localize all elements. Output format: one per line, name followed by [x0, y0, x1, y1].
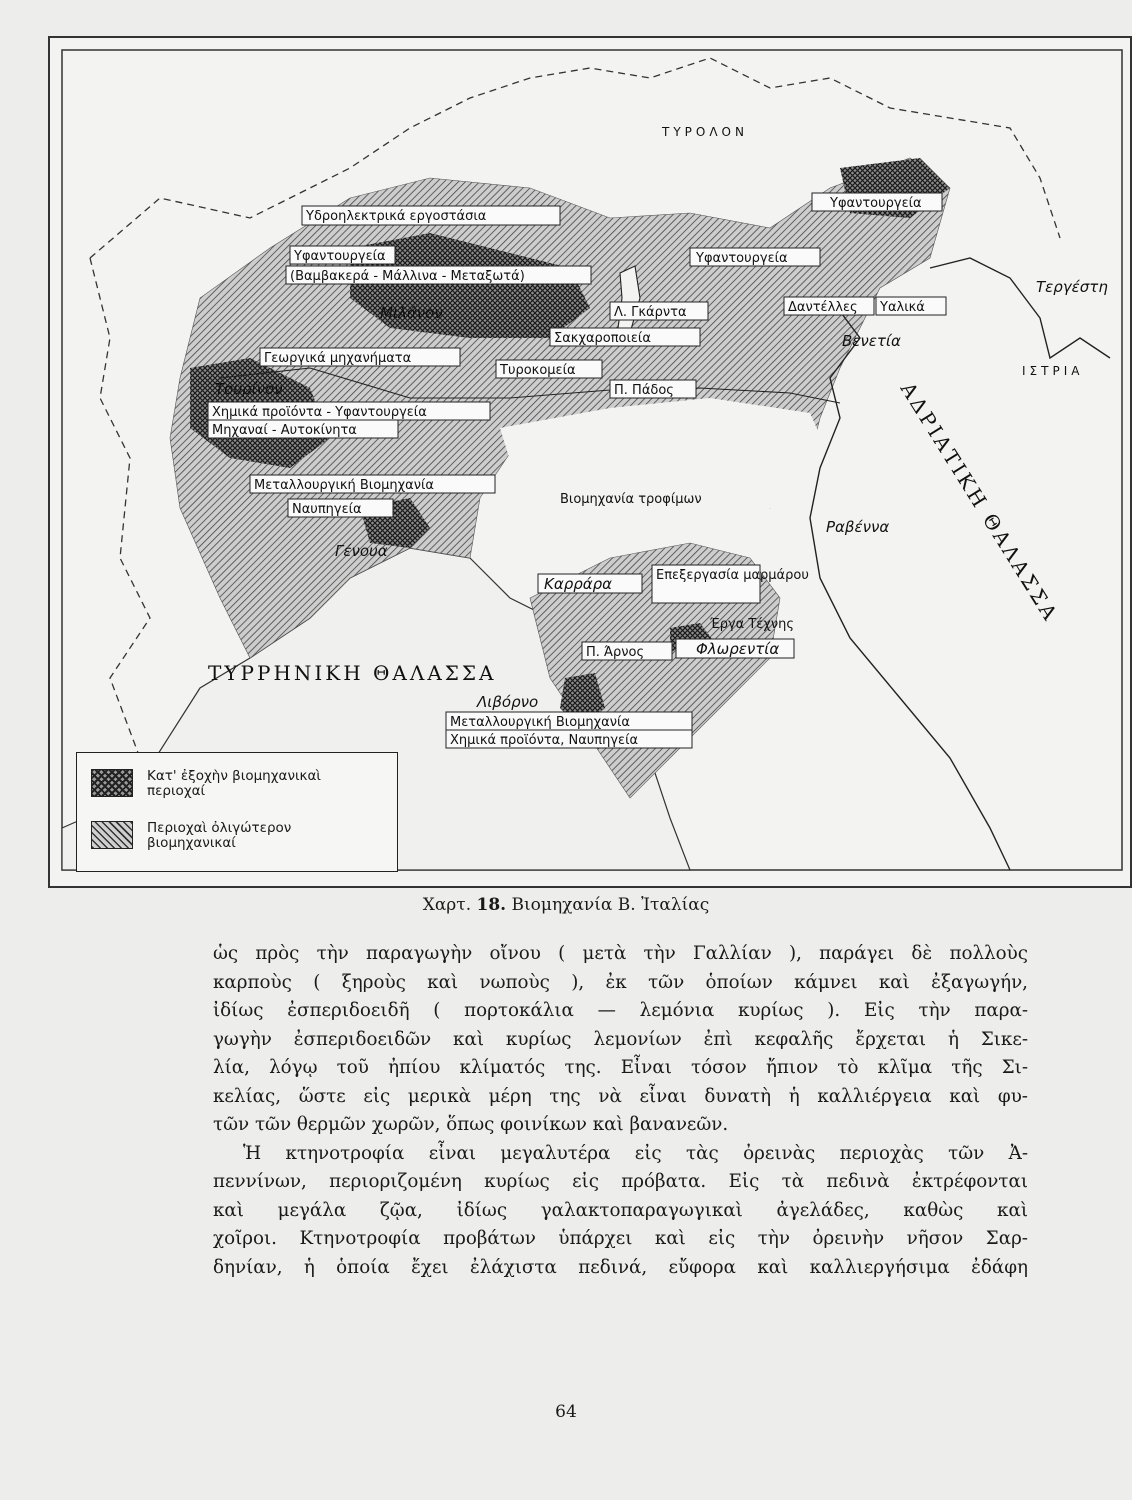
svg-text:Υαλικά: Υαλικά — [880, 300, 925, 315]
label-shipyards — [288, 499, 393, 517]
label-textiles-ne — [812, 193, 942, 211]
text-line: καρποὺς ( ξηροὺς καὶ νωποὺς ), ἐκ τῶν ὁποίων κάμνει καὶ ἐξαγωγήν, — [213, 971, 1028, 993]
legend-label: Περιοχαὶ ὀλιγώτερον βιομηχανικαί — [147, 820, 292, 851]
legend-item-light — [91, 821, 377, 851]
label-textiles-west — [290, 246, 395, 264]
text-line: λία, λόγῳ τοῦ ἠπίου κλίματός της. Εἶναι τόσον ἤπιον τὸ κλῖμα τῆς Σι- — [213, 1057, 1028, 1078]
city-turin: Τουρίνον — [215, 380, 283, 398]
city-venice: Βενετία — [842, 332, 901, 350]
label-textiles-center — [690, 248, 820, 266]
svg-text:Χημικά προϊόντα, Ναυπηγεία: Χημικά προϊόντα, Ναυπηγεία — [450, 733, 639, 748]
svg-text:Μεταλλουργική Βιομηχανία: Μεταλλουργική Βιομηχανία — [450, 715, 630, 730]
text-line: χοῖροι. Κτηνοτροφία προβάτων ὑπάρχει καὶ εἰς τὴν ὀρεινὴν νῆσον Σαρ- — [213, 1228, 1028, 1249]
label-machines-cars — [208, 420, 398, 438]
frontier-line-west — [90, 258, 150, 758]
svg-text:(Βαμβακερά - Μάλλινα - Μεταξωτ: (Βαμβακερά - Μάλλινα - Μεταξωτά) — [290, 269, 525, 284]
coastline-istria — [930, 258, 1110, 358]
label-sugar — [550, 328, 700, 346]
text-line: καὶ μεγάλα ζῷα, ἰδίως γαλακτοπαραγωγικαὶ ἀγελάδες, καθὼς καὶ — [213, 1199, 1028, 1221]
svg-text:Χημικά προϊόντα - Υφαντουργεία: Χημικά προϊόντα - Υφαντουργεία — [212, 405, 427, 420]
map-legend — [76, 752, 398, 872]
map-figure — [48, 36, 1132, 888]
legend-item-dense — [91, 769, 377, 799]
text-line: κελίας, ὥστε εἰς μερικὰ μέρη της νὰ εἶναι δυνατὴ ἡ καλλιέργεια καὶ φυ- — [213, 1085, 1028, 1107]
label-hydro — [302, 206, 560, 225]
text-line: ὡς πρὸς τὴν παραγωγὴν οἴνου ( μετὰ τὴν Γαλλίαν ), παράγει δὲ πολλοὺς — [213, 943, 1028, 964]
svg-text:Μεταλλουργική Βιομηχανία: Μεταλλουργική Βιομηχανία — [254, 478, 434, 493]
map-caption — [0, 895, 1132, 915]
label-arno — [582, 642, 672, 660]
svg-text:Γεωργικά μηχανήματα: Γεωργικά μηχανήματα — [264, 351, 412, 366]
label-livorno-metal — [446, 712, 692, 730]
svg-text:Υφαντουργεία: Υφαντουργεία — [294, 249, 386, 264]
label-metallurgy — [250, 475, 495, 493]
city-milan: Μιλάνον — [380, 304, 443, 322]
svg-text:Λ. Γκάρντα: Λ. Γκάρντα — [614, 305, 687, 320]
label-garda — [610, 302, 708, 320]
svg-text:Καρράρα: Καρράρα — [544, 575, 613, 593]
legend-swatch-light — [91, 821, 133, 849]
svg-text:Π. Άρνος: Π. Άρνος — [586, 645, 645, 660]
svg-text:Τυροκομεία: Τυροκομεία — [500, 363, 576, 378]
caption-prefix: Χαρτ. — [422, 895, 472, 915]
city-livorno: Λιβόρνο — [477, 693, 539, 711]
svg-text:Υδροηλεκτρικά εργοστάσια: Υδροηλεκτρικά εργοστάσια — [306, 209, 487, 224]
svg-text:Φλωρεντία: Φλωρεντία — [696, 640, 780, 658]
city-ravenna: Ραβέννα — [826, 518, 890, 536]
caption-number: 18. — [476, 895, 507, 915]
svg-text:Υφαντουργεία: Υφαντουργεία — [830, 196, 922, 211]
city-trieste: Τεργέστη — [1036, 278, 1108, 296]
label-marble — [652, 565, 809, 603]
label-food-industry: Βιομηχανία τροφίμων — [560, 492, 702, 507]
label-florence — [676, 639, 794, 658]
svg-text:Υφαντουργεία: Υφαντουργεία — [696, 251, 788, 266]
label-chem-textiles — [208, 402, 490, 420]
sea-adriatic: ΑΔΡΙΑΤΙΚΗ ΘΑΛΑΣΣΑ — [895, 377, 1064, 627]
label-lace — [784, 297, 874, 315]
body-text — [213, 940, 1028, 1282]
label-cheese — [496, 360, 602, 378]
svg-text:Ναυπηγεία: Ναυπηγεία — [292, 502, 362, 517]
text-line: πεννίνων, περιοριζομένη κυρίως εἰς πρόβατα. Εἰς τὰ πεδινὰ ἐκτρέφονται — [213, 1171, 1028, 1192]
svg-text:Επεξεργασία μαρμάρου: Επεξεργασία μαρμάρου — [656, 568, 809, 583]
page-number: 64 — [555, 1402, 577, 1422]
text-line: δηνίαν, ἡ ὁποία ἔχει ἐλάχιστα πεδινά, εὔφορα καὶ καλλιεργήσιμα ἐδάφη — [213, 1256, 1028, 1278]
text-line: ἰδίως ἐσπεριδοειδῆ ( πορτοκάλια — λεμόνια κυρίως ). Εἰς τὴν παρα- — [213, 1000, 1028, 1021]
svg-text:Σακχαροποιεία: Σακχαροποιεία — [554, 331, 651, 346]
legend-label: Κατ' ἐξοχὴν βιομηχανικαὶ περιοχαί — [147, 768, 321, 799]
text-line: γωγὴν ἐσπεριδοειδῶν καὶ κυρίως λεμονίων ἐπὶ κεφαλῆς ἔρχεται ἡ Σικε- — [213, 1028, 1028, 1050]
label-textiles-detail — [286, 266, 591, 284]
label-livorno-chem — [446, 730, 692, 748]
region-tyrol: ΤΥΡΟΛΟΝ — [662, 125, 748, 139]
label-agri-machines — [260, 348, 460, 366]
legend-swatch-dense — [91, 769, 133, 797]
label-po — [610, 380, 696, 398]
label-carrara — [538, 574, 642, 593]
label-glass — [876, 297, 946, 315]
city-genoa: Γένουα — [335, 542, 388, 560]
svg-text:Δαντέλλες: Δαντέλλες — [788, 300, 858, 315]
caption-title: Βιομηχανία Β. Ἰταλίας — [511, 895, 710, 915]
sea-tyrrhenian: ΤΥΡΡΗΝΙΚΗ ΘΑΛΑΣΣΑ — [208, 661, 497, 685]
text-line: Ἡ κτηνοτροφία εἶναι μεγαλυτέρα εἰς τὰς ὀρεινὰς περιοχὰς τῶν Ἀ- — [243, 1142, 1028, 1164]
svg-text:Π. Πάδος: Π. Πάδος — [614, 383, 674, 398]
label-art-works: Έργα Τέχνης — [710, 617, 794, 632]
text-line: τῶν τῶν θερμῶν χωρῶν, ὅπως φοινίκων καὶ βανανεῶν. — [213, 1114, 729, 1135]
svg-text:Μηχαναί - Αυτοκίνητα: Μηχαναί - Αυτοκίνητα — [212, 423, 357, 438]
region-istria: ΙΣΤΡΙΑ — [1022, 364, 1084, 378]
